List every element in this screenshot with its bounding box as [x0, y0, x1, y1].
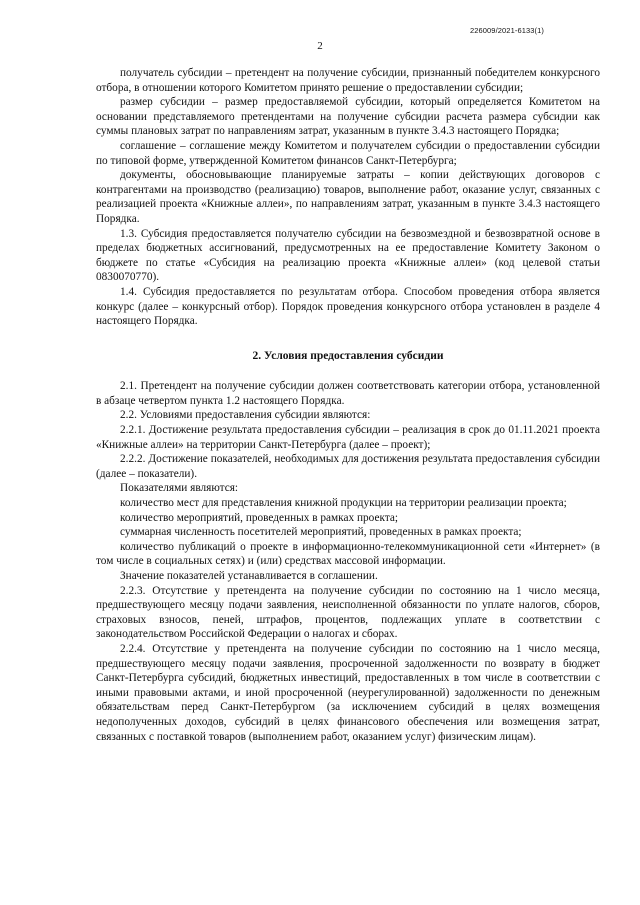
document-body: [96, 66, 600, 744]
paragraph: 2.2.1. Достижение результата предоставления субсидии – реализация в срок до 01.11.2021 проекта «Книжные аллеи» на территории Санкт-Петербурга (далее – проект);: [96, 424, 600, 451]
paragraph: Значение показателей устанавливается в соглашении.: [120, 570, 378, 582]
section-title: 2. Условия предоставления субсидии: [252, 349, 444, 362]
paragraph: размер субсидии – размер предоставляемой субсидии, который определяется Комитетом на основании представляемого претендентами на получение субсидии расчета размера субсидии как суммы плановых затрат по направлениям затрат, указанным в пункте 3.4.3 настоящего Порядка;: [96, 96, 600, 138]
paragraph: получатель субсидии – претендент на получение субсидии, признанный победителем конкурсного отбора, в отношении которого Комитетом принято решение о предоставлении субсидии;: [96, 67, 600, 94]
paragraph: 1.4. Субсидия предоставляется по результатам отбора. Способом проведения отбора является конкурс (далее – конкурсный отбор). Порядок проведения конкурсного отбора установлен в разделе 4 настоящего Порядка.: [96, 285, 600, 328]
paragraph: количество публикаций о проекте в информационно-телекоммуникационной сети «Интернет» (в том числе в социальных сетях) и (или) средствах массовой информации.: [96, 540, 600, 568]
page-number: 2: [317, 40, 323, 52]
paragraph: 2.1. Претендент на получение субсидии должен соответствовать категории отбора, установленной в абзаце четвертом пункта 1.2 настоящего Порядка.: [96, 380, 600, 407]
paragraph: Показателями являются:: [120, 482, 239, 495]
paragraph: 1.3. Субсидия предоставляется получателю субсидии на безвозмездной и безвозвратной основе в пределах бюджетных ассигнований, предусмотренных на ее предоставление Комитету Законом о бюджете по статье «Субсидия на реализацию проекта «Книжные аллеи» (код целевой статьи 0830070770).: [96, 227, 600, 284]
paragraph: количество мест для представления книжной продукции на территории реализации проекта;: [120, 497, 567, 510]
paragraph: 2.2.3. Отсутствие у претендента на получение субсидии по состоянию на 1 число месяца, предшествующего месяцу подачи заявления, неисполненной обязанности по уплате налогов, сборов, страховых взносов, пеней, штрафов, процентов, подлежащих уплате в соответствии с законодательством Российской Федерации о налогах и сборах.: [96, 584, 600, 641]
paragraph: количество мероприятий, проведенных в рамках проекта;: [120, 511, 399, 524]
paragraph: 2.2.4. Отсутствие у претендента на получение субсидии по состоянию на 1 число месяца, предшествующего месяцу подачи заявления, просроченной задолженности по возврату в бюджет Санкт-Петербурга субсидий, бюджетных инвестиций, предоставленных в том числе в соответствии с иными правовыми актами, и иной просроченной (неурегулированной) задолженности по денежным обязательствам перед Санкт-Петербургом (за исключением субсидий в целях возмещения недополученных доходов, субсидий в целях финансового обеспечения или возмещения затрат, связанных с поставкой товаров (выполнением работ, оказанием услуг) физическим лицам).: [96, 642, 600, 743]
paragraph: соглашение – соглашение между Комитетом и получателем субсидии о предоставлении субсидии по типовой форме, утвержденной Комитетом финансов Санкт-Петербурга;: [96, 139, 600, 167]
paragraph: 2.2. Условиями предоставления субсидии являются:: [120, 409, 371, 422]
paragraph: 2.2.2. Достижение показателей, необходимых для достижения результата предоставления субсидии (далее – показатели).: [96, 453, 600, 480]
paragraph: документы, обосновывающие планируемые затраты – копии действующих договоров с контрагентами на производство (реализацию) товаров, выполнение работ, оказание услуг, связанных с реализацией проекта «Книжные аллеи», по направлениям затрат, указанным в пункте 3.4.3 настоящего Порядка.: [96, 169, 600, 225]
document-id: 226009/2021-6133(1): [469, 26, 544, 35]
paragraph: суммарная численность посетителей мероприятий, проведенных в рамках проекта;: [120, 526, 522, 539]
